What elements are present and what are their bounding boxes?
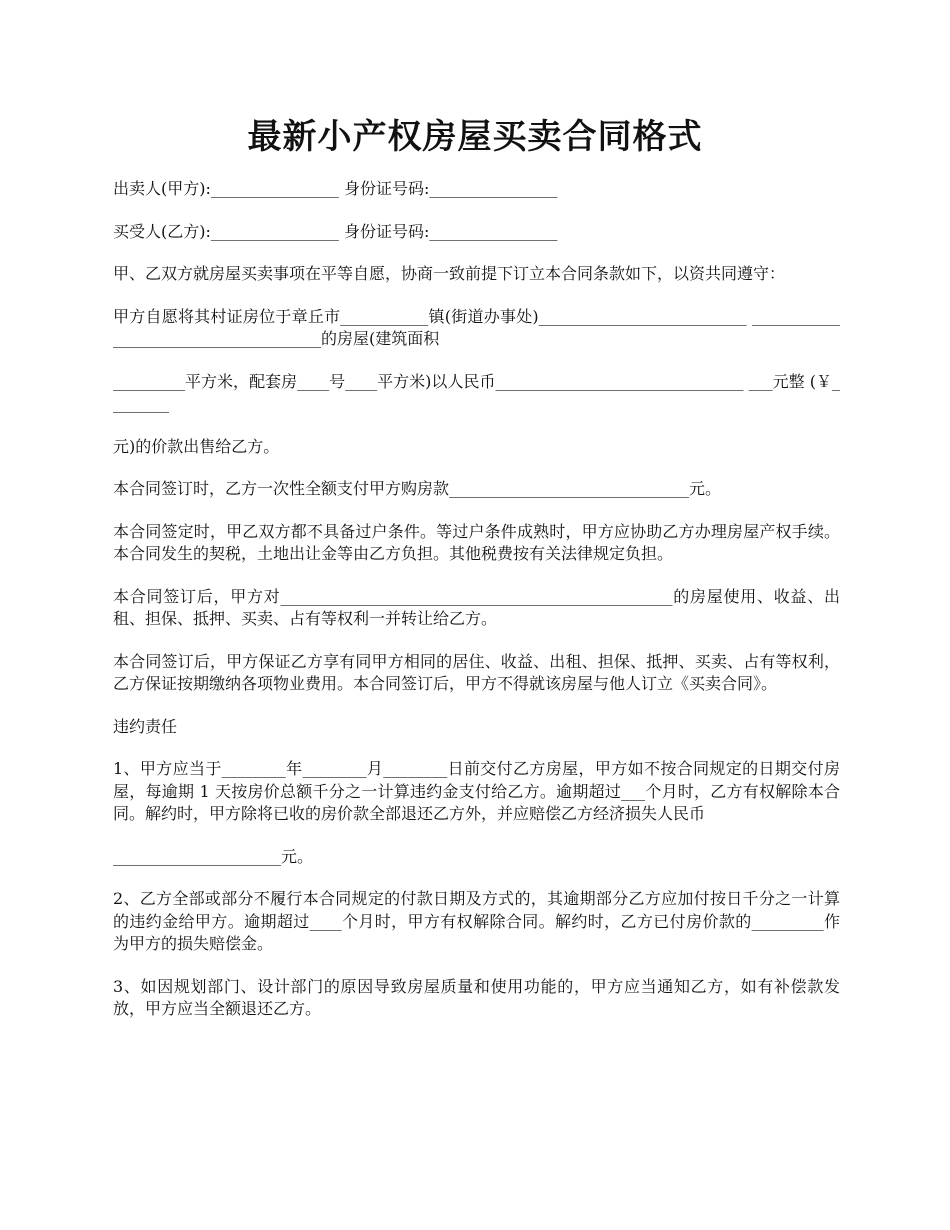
rights-transfer-paragraph: 本合同签订后，甲方对_________________________________________________的房屋使用、收益、出租、担保、抵押、买卖、占有等权利一并转让给乙方。 bbox=[113, 586, 840, 628]
preamble-paragraph: 甲、乙双方就房屋买卖事项在平等自愿，协商一致前提下订立本合同条款如下，以资共同遵守： bbox=[113, 264, 786, 283]
document-body bbox=[113, 178, 840, 1041]
sale-price-paragraph: 元)的价款出售给乙方。 bbox=[113, 436, 280, 456]
property-location-paragraph: 甲方自愿将其村证房位于章丘市___________镇(街道办事处)__________________________ _____________________________________的房屋(建筑面积 bbox=[113, 306, 840, 348]
liability-clause-3: 3、如因规划部门、设计部门的原因导致房屋质量和使用功能的，甲方应当通知乙方，如有补偿款发放，甲方应当全额退还乙方。 bbox=[113, 976, 840, 1018]
rights-guarantee-paragraph: 本合同签订后，甲方保证乙方享有同甲方相同的居住、收益、出租、担保、抵押、买卖、占有等权利，乙方保证按期缴纳各项物业费用。本合同签订后，甲方不得就该房屋与他人订立《买卖合同》。 bbox=[113, 651, 840, 693]
liability-clause-1: 1、甲方应当于________年________月________日前交付乙方房屋，甲方如不按合同规定的日期交付房屋，每逾期 1 天按房价总额千分之一计算违约金支付给乙方。逾期超过___个月时，乙方有权解除本合同。解约时，甲方除将已收的房价款全部退还乙方外，并应赔偿乙方经济损失人民币 bbox=[113, 759, 840, 823]
page-title: 最新小产权房屋买卖合同格式 bbox=[247, 117, 703, 157]
liability-clause-2: 2、乙方全部或部分不履行本合同规定的付款日期及方式的，其逾期部分乙方应加付按日千分之一计算的违约金给甲方。逾期超过____个月时，甲方有权解除合同。解约时，乙方已付房价款的_________作为甲方的损失赔偿金。 bbox=[113, 889, 840, 953]
liability-clause-1-amount: _____________________元。 bbox=[113, 846, 314, 866]
payment-paragraph: 本合同签订时，乙方一次性全额支付甲方购房款______________________________元。 bbox=[113, 479, 722, 498]
transfer-conditions-paragraph: 本合同签定时，甲乙双方都不具备过户条件。等过户条件成熟时，甲方应协助乙方办理房屋产权手续。本合同发生的契税，土地出让金等由乙方负担。其他税费按有关法律规定负担。 bbox=[113, 521, 840, 563]
property-area-paragraph: _________平方米，配套房____号____平方米)以人民币_______________________________ ___元整 (￥________ bbox=[113, 371, 840, 413]
section-heading-liability: 违约责任 bbox=[113, 716, 178, 736]
seller-line: 出卖人(甲方):________________ 身份证号码:________________ bbox=[113, 179, 558, 198]
buyer-line: 买受人(乙方):________________ 身份证号码:________________ bbox=[113, 221, 558, 241]
